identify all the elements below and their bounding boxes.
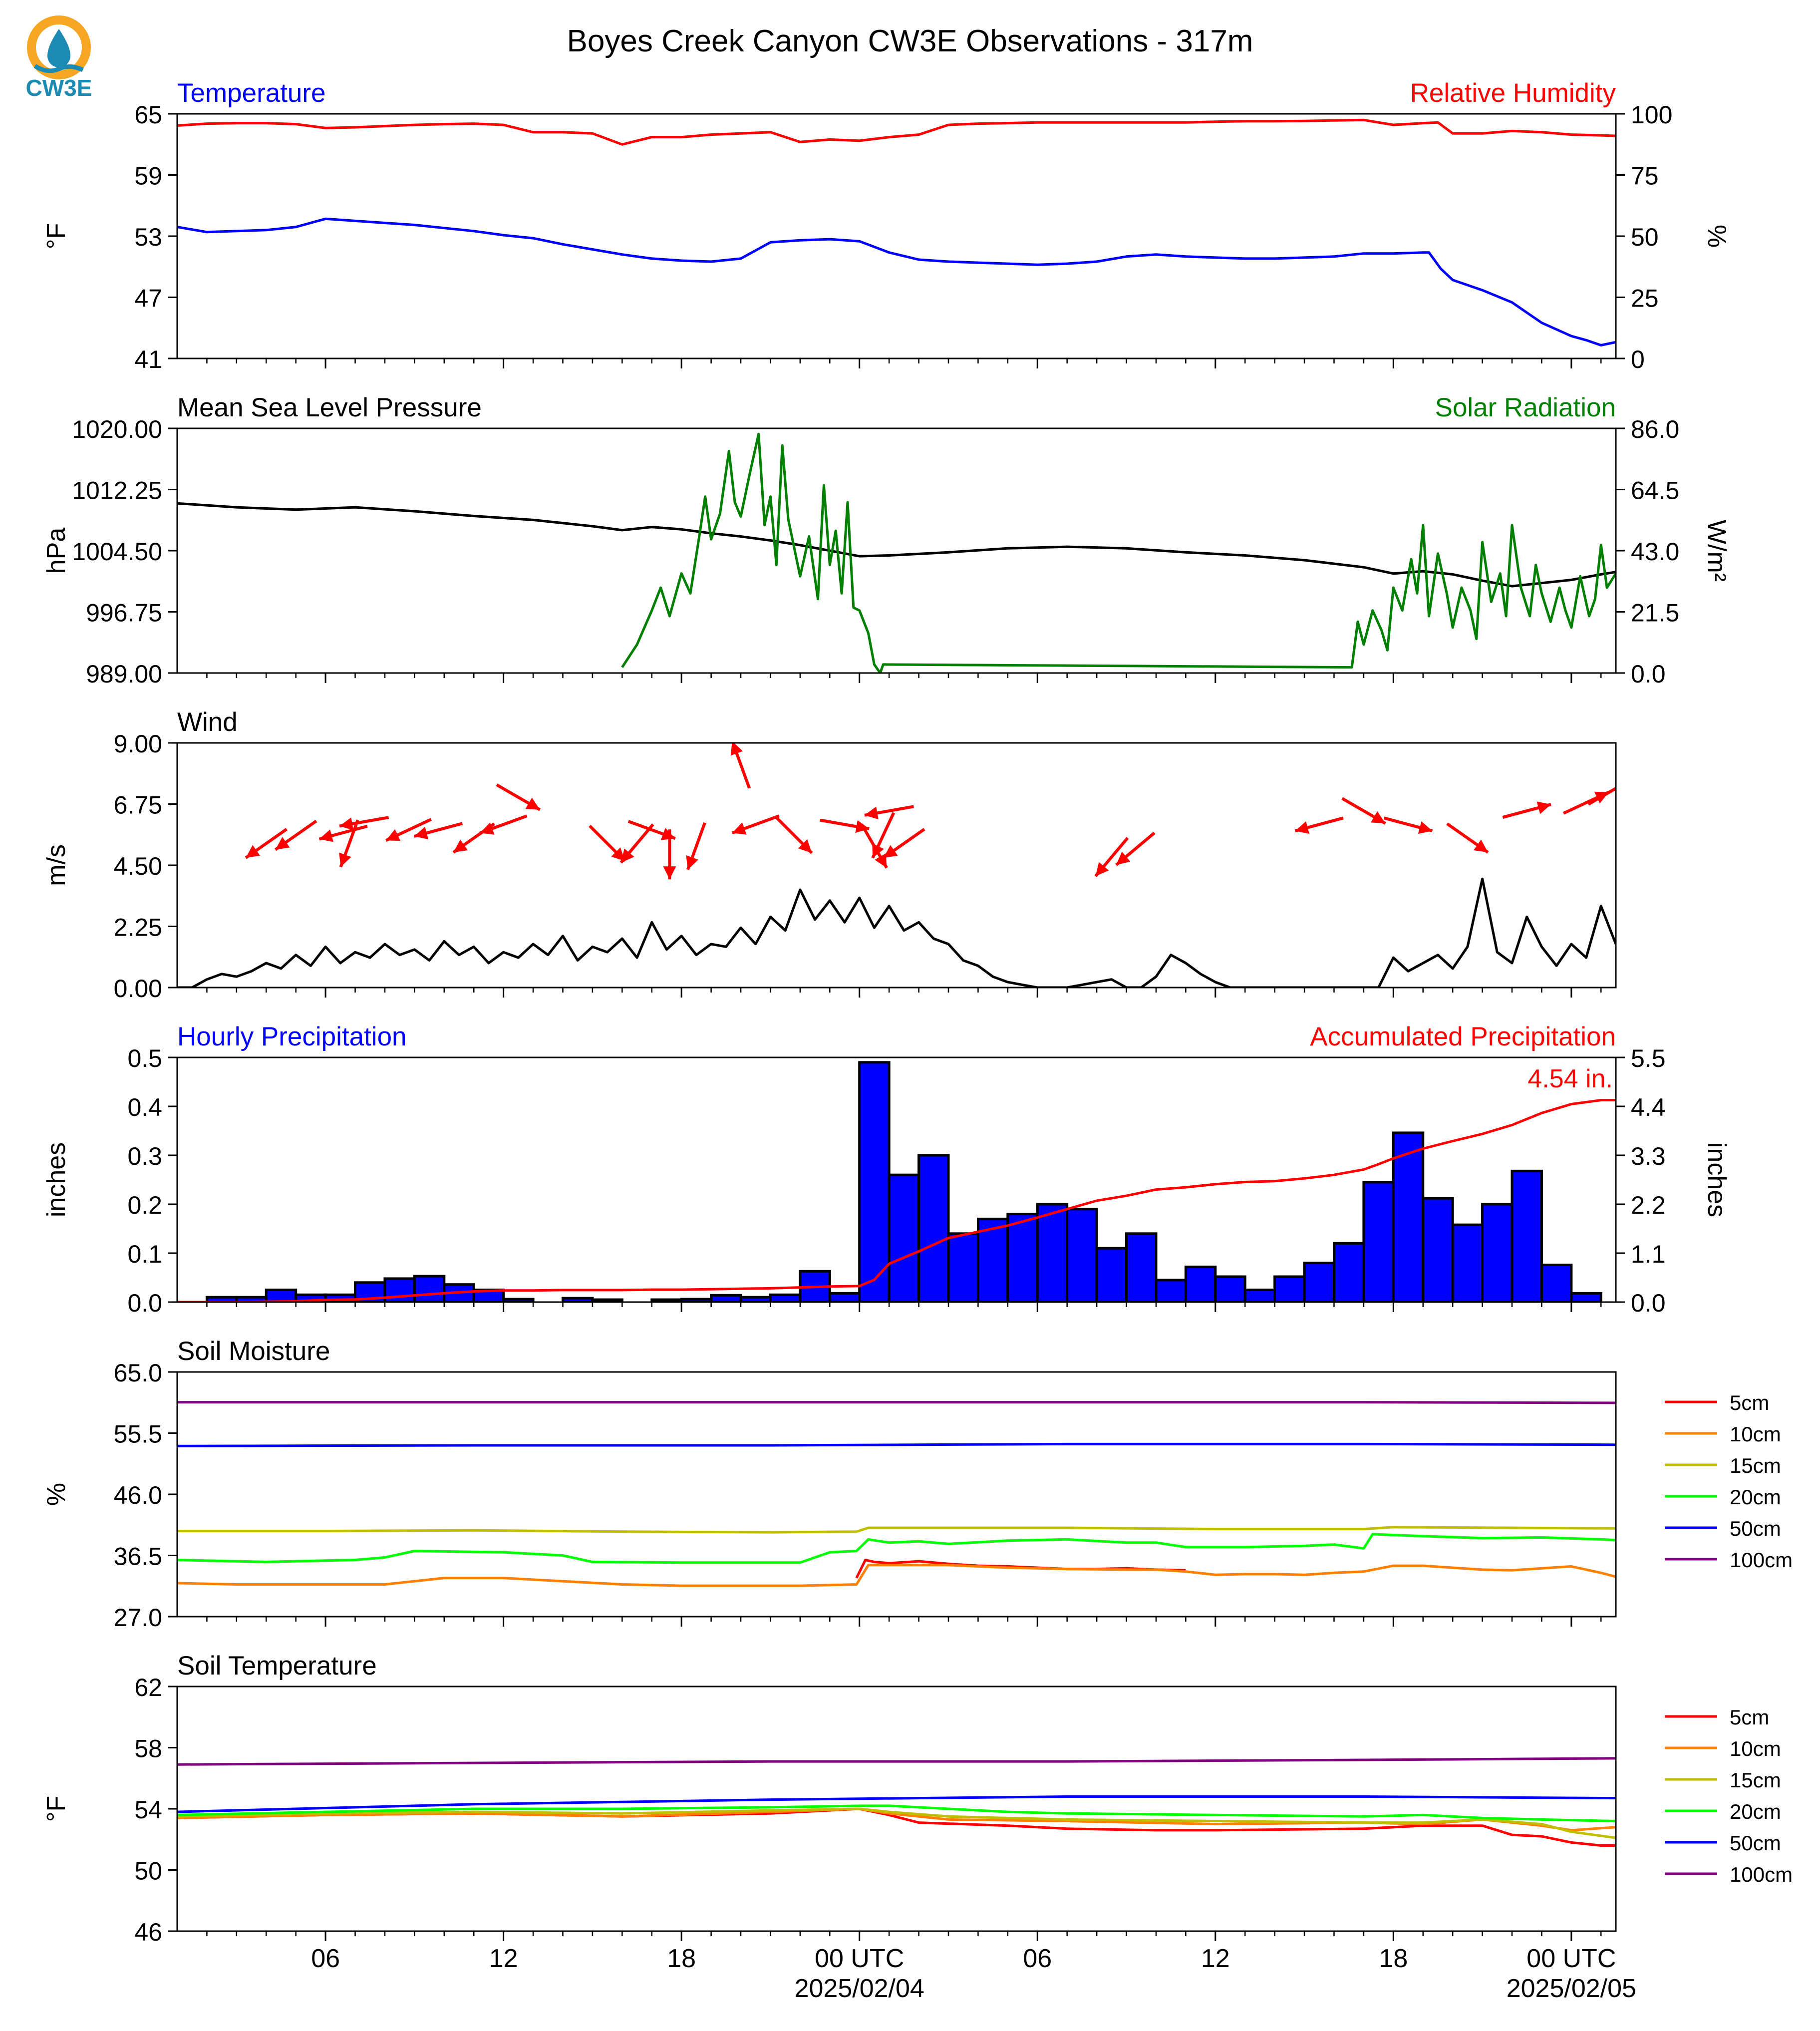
wind-arrow	[590, 826, 625, 861]
y-tick-label-right: 4.4	[1631, 1093, 1666, 1121]
wind-arrow-head	[1418, 821, 1432, 834]
plot-area-soil_moisture	[177, 1402, 1616, 1586]
series-line-10cm	[177, 1565, 1616, 1586]
series-line-100cm	[177, 1402, 1616, 1403]
y-tick-label-right: 100	[1631, 101, 1673, 129]
logo-text: CW3E	[25, 75, 92, 101]
precip-bar	[1245, 1290, 1274, 1303]
accumulated-total-label: 4.54 in.	[1527, 1064, 1613, 1093]
panel-title-right: Accumulated Precipitation	[1310, 1022, 1616, 1051]
precip-bar	[770, 1295, 800, 1302]
series-line-15cm	[177, 1527, 1616, 1532]
y-axis-label-right: W/m²	[1702, 519, 1731, 582]
precip-bar	[1037, 1204, 1067, 1302]
panel-frame	[177, 1372, 1616, 1617]
y-tick-label-left: 59	[134, 162, 162, 190]
wind-arrow	[1342, 798, 1386, 823]
panel-frame	[177, 1687, 1616, 1931]
wind-arrow-head	[1617, 779, 1631, 791]
y-tick-label-right: 21.5	[1631, 599, 1680, 627]
precip-bar	[1541, 1265, 1571, 1302]
x-tick-label: 00 UTC	[1526, 1944, 1616, 1973]
y-tick-label-left: 54	[134, 1796, 162, 1824]
wind-arrow	[276, 821, 316, 849]
precip-bar	[1186, 1267, 1215, 1302]
x-tick-label: 12	[489, 1944, 518, 1973]
x-tick-label: 18	[667, 1944, 696, 1973]
panel-soil_temp	[42, 1651, 1793, 1946]
x-tick-label: 12	[1201, 1944, 1230, 1973]
y-tick-label-left: 6.75	[113, 791, 162, 819]
y-tick-label-left: 0.00	[113, 975, 162, 1003]
series-line-20cm	[177, 1534, 1616, 1563]
precip-bar	[1067, 1209, 1097, 1302]
precip-bar	[1127, 1234, 1156, 1302]
water-drop-logo-icon	[31, 20, 86, 75]
panel-title-left: Temperature	[177, 78, 326, 108]
wind-arrow	[1447, 824, 1488, 852]
wind-arrow-head	[663, 866, 676, 879]
legend-soil_temp	[1665, 1705, 1793, 1886]
precip-bar	[1008, 1214, 1037, 1302]
y-tick-label-left: 58	[134, 1734, 162, 1763]
plot-area-pressure_solar	[177, 434, 1616, 673]
logo	[26, 20, 92, 101]
legend-label: 5cm	[1730, 1705, 1770, 1729]
panel-frame	[177, 428, 1616, 673]
panel-soil_moisture	[42, 1337, 1793, 1632]
y-tick-label-right: 2.2	[1631, 1191, 1666, 1219]
panel-wind	[42, 707, 1631, 1003]
y-tick-label-right: 86.0	[1631, 415, 1680, 443]
y-tick-label-right: 5.5	[1631, 1044, 1666, 1072]
legend-label: 50cm	[1730, 1831, 1781, 1855]
series-line-wind-speed	[177, 879, 1616, 988]
wind-arrow-head	[276, 837, 290, 850]
legend-soil_moisture	[1665, 1391, 1793, 1572]
y-tick-label-left: 53	[134, 223, 162, 251]
y-tick-label-right: 64.5	[1631, 476, 1680, 505]
y-tick-label-left: 4.50	[113, 852, 162, 880]
wind-arrow	[865, 806, 913, 819]
wind-arrow-head	[1537, 801, 1551, 814]
panel-frame	[177, 114, 1616, 358]
y-tick-label-left: 1012.25	[72, 476, 162, 505]
wind-arrow	[480, 816, 527, 835]
precip-bar	[1334, 1243, 1363, 1302]
precip-bar	[919, 1155, 948, 1302]
wind-arrow	[1384, 818, 1433, 834]
plot-area-temp_rh	[177, 120, 1616, 345]
y-axis-label-left: hPa	[42, 527, 71, 574]
legend-label: 15cm	[1730, 1768, 1781, 1792]
y-tick-label-right: 3.3	[1631, 1142, 1666, 1170]
legend-label: 100cm	[1730, 1548, 1793, 1572]
precip-bar	[1571, 1293, 1601, 1302]
precip-bar	[860, 1062, 889, 1302]
precip-bar	[414, 1276, 444, 1302]
y-tick-label-left: 41	[134, 345, 162, 373]
wind-arrow	[1295, 818, 1343, 834]
precip-bar	[1453, 1225, 1482, 1302]
precip-bar	[1364, 1182, 1393, 1302]
precip-bar	[1483, 1204, 1512, 1302]
series-line-temperature	[177, 219, 1616, 345]
wind-arrow	[777, 818, 812, 853]
precip-bar	[889, 1175, 918, 1302]
wind-arrow	[732, 816, 779, 835]
y-tick-label-left: 0.0	[127, 1289, 162, 1317]
panel-precip	[42, 1022, 1731, 1317]
panel-title-left: Soil Temperature	[177, 1651, 377, 1681]
legend-label: 10cm	[1730, 1422, 1781, 1446]
y-tick-label-right: 25	[1631, 284, 1659, 313]
precip-bar	[711, 1295, 741, 1302]
y-tick-label-right: 0.0	[1631, 660, 1666, 688]
legend-label: 50cm	[1730, 1517, 1781, 1540]
y-tick-label-right: 1.1	[1631, 1240, 1666, 1268]
plot-area-precip	[177, 1062, 1616, 1302]
series-line-solar-radiation	[622, 434, 1616, 673]
x-tick-label: 06	[311, 1944, 340, 1973]
series-line-100cm	[177, 1758, 1616, 1764]
panel-title-right: Relative Humidity	[1410, 78, 1616, 108]
y-axis-label-left: °F	[42, 1795, 71, 1822]
y-tick-label-right: 0	[1631, 345, 1645, 373]
precip-bar	[1512, 1171, 1541, 1302]
wind-arrow-head	[319, 829, 333, 842]
y-tick-label-left: 65.0	[113, 1359, 162, 1387]
y-axis-label-left: m/s	[42, 844, 71, 886]
x-tick-label: 06	[1023, 1944, 1052, 1973]
legend-label: 20cm	[1730, 1800, 1781, 1823]
wind-arrow-head	[865, 806, 879, 819]
y-tick-label-right: 43.0	[1631, 538, 1680, 566]
wind-arrow-head	[246, 845, 260, 858]
x-tick-label: 00 UTC	[815, 1944, 905, 1973]
panel-title-left: Mean Sea Level Pressure	[177, 393, 482, 422]
x-tick-date-label: 2025/02/05	[1506, 1974, 1636, 2003]
wind-arrow	[1116, 833, 1155, 865]
y-tick-label-left: 996.75	[86, 599, 162, 627]
precip-bar	[1097, 1248, 1126, 1302]
y-tick-label-left: 62	[134, 1674, 162, 1701]
plot-area-soil_temp	[177, 1758, 1616, 1846]
y-tick-label-left: 0.5	[127, 1044, 162, 1072]
wind-arrow	[319, 826, 367, 842]
y-tick-label-left: 27.0	[113, 1604, 162, 1632]
y-tick-label-left: 989.00	[86, 660, 162, 688]
precip-bar	[948, 1234, 978, 1302]
precip-bar	[1156, 1280, 1186, 1302]
y-tick-label-left: 46.0	[113, 1481, 162, 1509]
panel-title-left: Wind	[177, 707, 238, 737]
x-tick-date-label: 2025/02/04	[794, 1974, 924, 2003]
wind-arrow-head	[453, 840, 468, 853]
y-tick-label-left: 0.1	[127, 1240, 162, 1268]
y-tick-label-right: 0.0	[1631, 1289, 1666, 1317]
wind-arrow	[686, 823, 705, 870]
wind-arrow-head	[884, 845, 898, 858]
precip-bar	[1215, 1277, 1245, 1302]
precip-bar	[1304, 1263, 1334, 1302]
legend-label: 100cm	[1730, 1863, 1793, 1886]
panel-temp_rh	[42, 78, 1731, 373]
y-tick-label-left: 2.25	[113, 913, 162, 942]
precip-bar	[1423, 1198, 1453, 1302]
series-line-15cm	[177, 1809, 1616, 1838]
legend-label: 5cm	[1730, 1391, 1770, 1414]
y-tick-label-left: 65	[134, 101, 162, 129]
wind-arrow	[497, 785, 540, 810]
wind-arrow	[731, 741, 750, 788]
legend-label: 10cm	[1730, 1737, 1781, 1760]
y-tick-label-right: 75	[1631, 162, 1659, 190]
plot-area-wind	[177, 741, 1631, 988]
wind-arrow-head	[414, 827, 428, 839]
y-axis-label-right: inches	[1702, 1142, 1731, 1218]
y-tick-label-right: 50	[1631, 223, 1659, 251]
y-tick-label-left: 50	[134, 1857, 162, 1885]
wind-arrow-head	[339, 817, 353, 830]
panel-title-left: Soil Moisture	[177, 1337, 330, 1366]
precip-bar	[385, 1279, 414, 1302]
y-tick-label-left: 0.3	[127, 1142, 162, 1170]
y-tick-label-left: 47	[134, 284, 162, 313]
x-tick-label: 18	[1379, 1944, 1408, 1973]
y-axis-label-left: inches	[42, 1142, 71, 1218]
series-line-relative-humidity	[177, 120, 1616, 144]
wind-arrow	[884, 829, 924, 858]
y-axis-label-left: °F	[42, 223, 71, 250]
y-axis-label-right: %	[1702, 224, 1731, 248]
y-tick-label-left: 36.5	[113, 1542, 162, 1571]
panel-title-left: Hourly Precipitation	[177, 1022, 407, 1051]
y-tick-label-left: 9.00	[113, 730, 162, 758]
series-line-50cm	[177, 1444, 1616, 1446]
wind-arrow-head	[1474, 840, 1488, 853]
y-axis-label-left: %	[42, 1482, 71, 1506]
precip-bar	[1275, 1277, 1304, 1302]
wind-arrow	[1503, 801, 1551, 817]
legend-label: 15cm	[1730, 1454, 1781, 1477]
panel-pressure_solar	[42, 393, 1731, 688]
y-tick-label-left: 0.2	[127, 1191, 162, 1219]
y-tick-label-left: 1020.00	[72, 415, 162, 443]
y-tick-label-left: 1004.50	[72, 538, 162, 566]
wind-arrow-head	[1295, 821, 1309, 834]
y-tick-label-left: 55.5	[113, 1420, 162, 1448]
y-tick-label-left: 46	[134, 1918, 162, 1946]
series-line-mean-sea-level-pressure	[177, 503, 1616, 586]
panel-title-right: Solar Radiation	[1435, 393, 1616, 422]
y-tick-label-left: 0.4	[127, 1093, 162, 1121]
precip-bar	[830, 1293, 859, 1302]
legend-label: 20cm	[1730, 1485, 1781, 1509]
figure-title: Boyes Creek Canyon CW3E Observations - 317m	[567, 24, 1253, 58]
wind-arrow	[414, 823, 463, 839]
